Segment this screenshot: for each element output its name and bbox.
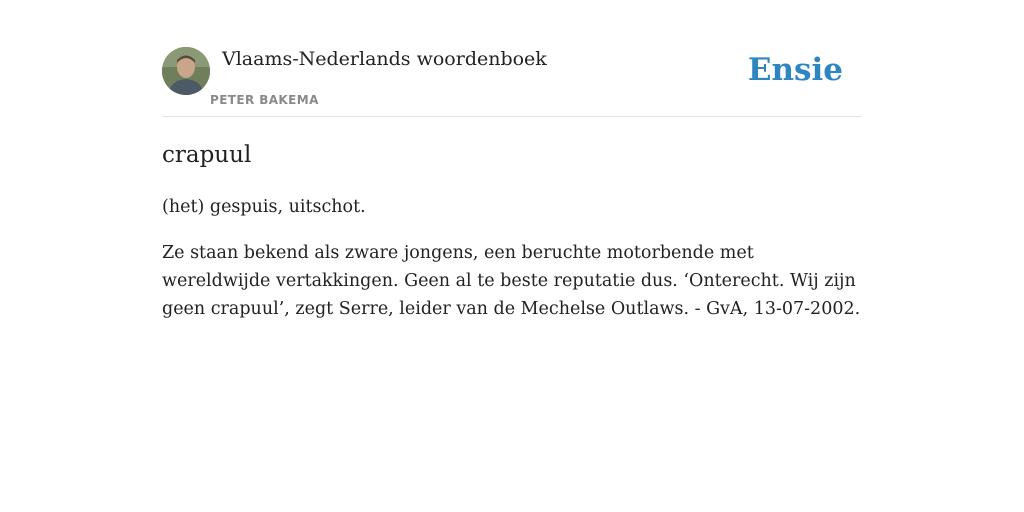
ensie-logo[interactable]: Ensie xyxy=(747,52,843,88)
avatar-photo-icon xyxy=(162,47,210,95)
author-name[interactable]: PETER BAKEMA xyxy=(210,93,319,107)
entry-term: crapuul xyxy=(162,142,252,168)
author-avatar[interactable] xyxy=(162,47,210,95)
book-title[interactable]: Vlaams-Nederlands woordenboek xyxy=(222,48,547,70)
entry-example: Ze staan bekend als zware jongens, een beruchte motorbende met wereldwijde vertakkingen. Geen al te beste reputatie dus. ‘Onterecht. Wij zijn geen crapuul’, zegt Serre, leider van de Mechelse Outlaws. - GvA, 13-07-2002. xyxy=(162,243,861,319)
page-header xyxy=(162,46,862,117)
entry-definition: (het) gespuis, uitschot. xyxy=(162,197,366,217)
